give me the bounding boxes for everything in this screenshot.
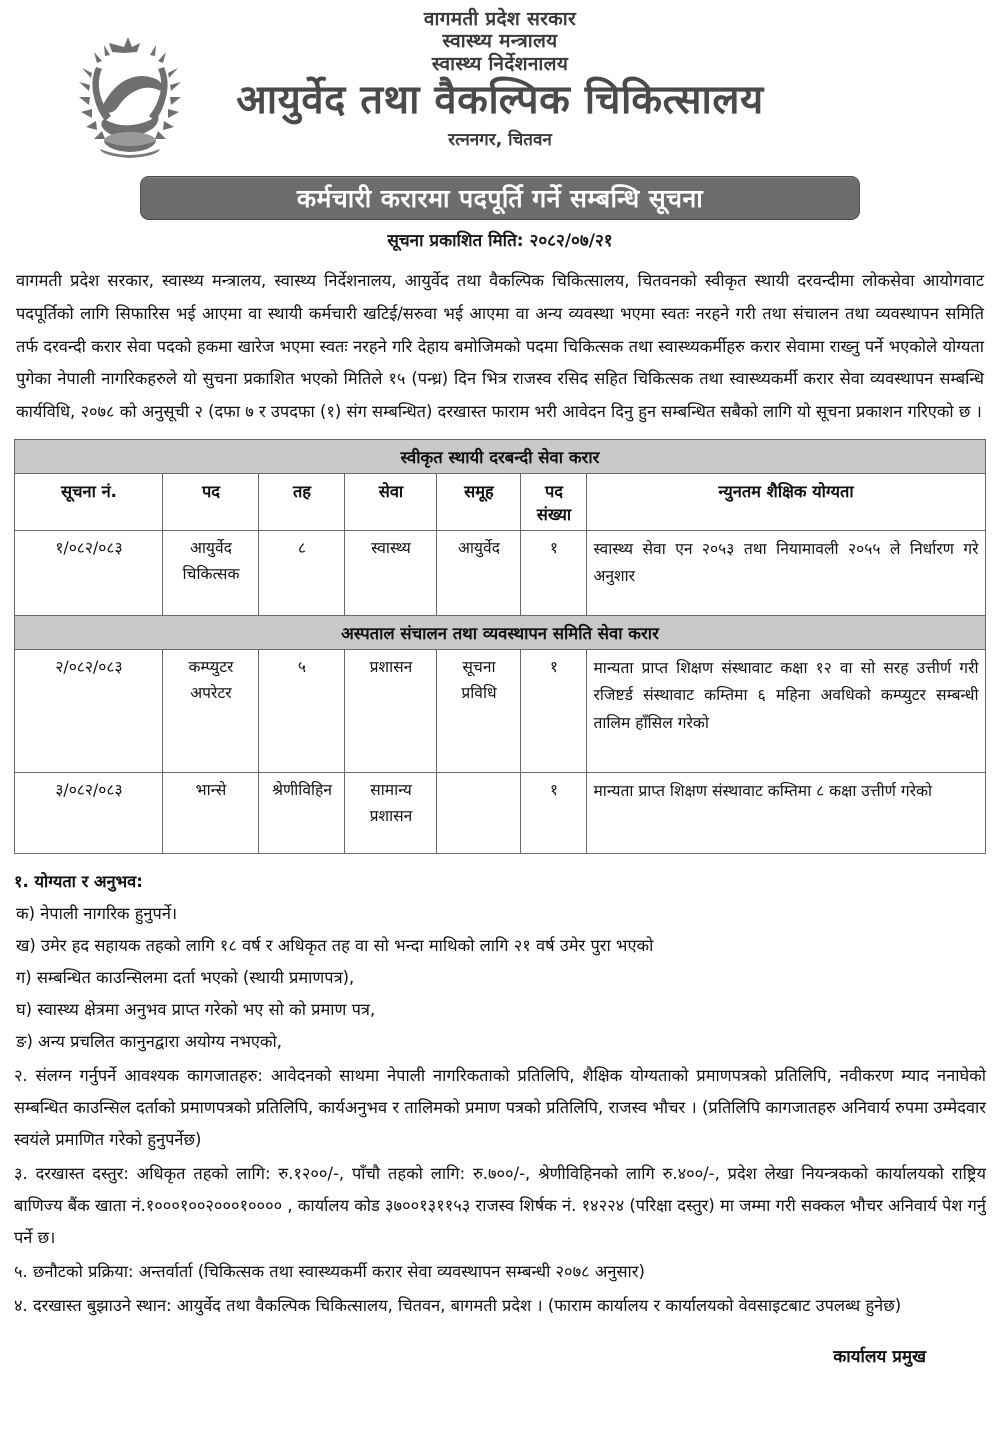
table-section-header-committee bbox=[15, 616, 985, 650]
vacancy-table bbox=[14, 439, 985, 854]
cell-notice-no: २/०८२/०८३ bbox=[15, 650, 163, 773]
org-line-directorate: स्वास्थ्य निर्देशनालय bbox=[431, 52, 569, 75]
cell-service: सामान्य प्रशासन bbox=[345, 773, 437, 854]
section-1-item-gha: घ) स्वास्थ्य क्षेत्रमा अनुभव प्राप्त गरेको भए सो को प्रमाण पत्र, bbox=[16, 1000, 376, 1019]
col-service: सेवा bbox=[345, 474, 437, 531]
col-qualification: न्युनतम शैक्षिक योग्यता bbox=[587, 474, 985, 531]
section-1-heading: १. योग्यता र अनुभव: bbox=[14, 872, 143, 892]
cell-group bbox=[437, 773, 521, 854]
col-post: पद bbox=[163, 474, 259, 531]
cell-service: प्रशासन bbox=[345, 650, 437, 773]
section-1-item-kha: ख) उमेर हद सहायक तहको लागि १८ वर्ष र अधिकृत तह वा सो भन्दा माथिको लागि २१ वर्ष उमेर पुरा भएको bbox=[16, 936, 654, 956]
cell-notice-no: १/०८२/०८३ bbox=[15, 531, 163, 616]
publication-date: सूचना प्रकाशित मिति: २०८२/०७/२१ bbox=[387, 231, 613, 251]
title-banner bbox=[140, 176, 860, 220]
cell-group: आयुर्वेद bbox=[437, 531, 521, 616]
cell-post: कम्प्युटर अपरेटर bbox=[163, 650, 259, 773]
cell-count: १ bbox=[521, 650, 587, 773]
cell-count: १ bbox=[521, 531, 587, 616]
col-post-count bbox=[521, 474, 587, 531]
col-post-count-line1: पद bbox=[544, 482, 563, 502]
cell-notice-no: ३/०८२/०८३ bbox=[15, 773, 163, 854]
cell-service: स्वास्थ्य bbox=[345, 531, 437, 616]
table-row bbox=[15, 531, 985, 616]
intro-paragraph: वागमती प्रदेश सरकार, स्वास्थ्य मन्त्रालय, स्वास्थ्य निर्देशनालय, आयुर्वेद तथा वैकल्पिक चिकित्सालय, चितवनको स्वीकृत स्थायी दरवन्दीमा लोकसेवा आयोगवाट पदपूर्तिको लागि सिफारिस भई आएमा वा स्थायी कर्मचारी खटिई/सरुवा भई आएमा वा अन्य व्यवस्था भएमा स्वतः नरहने गरी तथा संचालन तथा व्यवस्थापन समिति तर्फ दरवन्दी करार सेवा पदको हकमा खारेज भएमा स्वतः नरहने गरि देहाय बमोजिमको पदमा चिकित्सक तथा स्वास्थ्यकर्मीहरु करार सेवामा राख्नु पर्ने भएकोले योग्यता पुगेका नेपाली नागरिकहरुले यो सुचना प्रकाशित भएको मितिले १५ (पन्ध्र) दिन भित्र राजस्व रसिद सहित चिकित्सक तथा स्वास्थ्यकर्मी करार सेवा व्यवस्थापन सम्बन्धि कार्यविधि, २०७८ को अनुसूची २ (दफा ७ र उपदफा (१) संग सम्बन्धित) दरखास्त फाराम भरी आवेदन दिनु हुन सम्बन्धित सबैको लागि यो सूचना प्रकाशन गरिएको छ । bbox=[16, 271, 984, 422]
office-chief-signature: कार्यालय प्रमुख bbox=[833, 1346, 926, 1367]
cell-level: ८ bbox=[259, 531, 345, 616]
table-column-headers bbox=[15, 474, 985, 531]
cell-post: आयुर्वेद चिकित्सक bbox=[163, 531, 259, 616]
org-line-province: वागमती प्रदेश सरकार bbox=[423, 8, 577, 30]
title-banner-wrap bbox=[14, 176, 986, 220]
cell-qualification: स्वास्थ्य सेवा एन २०५३ तथा नियामावली २०५५ ले निर्धारण गरे अनुशार bbox=[587, 531, 985, 616]
col-level: तह bbox=[259, 474, 345, 531]
cell-qualification: मान्यता प्राप्त शिक्षण संस्थावाट कक्षा १२ वा सो सरह उत्तीर्ण गरी रजिष्टर्ड संस्थावाट कम्तिमा ६ महिना अवधिको कम्प्युटर सम्बन्धी तालिम हाँसिल गरेको bbox=[587, 650, 985, 773]
section-1-title: स्वीकृत स्थायी दरबन्दी सेवा करार bbox=[15, 440, 985, 474]
section-1-item-ga: ग) सम्बन्धित काउन्सिलमा दर्ता भएको (स्थायी प्रमाणपत्र), bbox=[16, 968, 355, 988]
section-1-item-ka: क) नेपाली नागरिक हुनुपर्ने। bbox=[16, 904, 178, 924]
section-4-submission-location: ४. दरखास्त बुझाउने स्थान: आयुर्वेद तथा वैकल्पिक चिकित्सालय, चितवन, बागमती प्रदेश । (फाराम कार्यालय र कार्यालयको वेवसाइटबाट उपलब्ध हुनेछ) bbox=[14, 1295, 902, 1315]
org-line-ministry: स्वास्थ्य मन्त्रालय bbox=[442, 30, 558, 53]
section-2-documents: २. संलग्न गर्नुपर्ने आवश्यक कागजातहरु: आवेदनको साथमा नेपाली नागरिकताको प्रतिलिपि, शैक्षिक योग्यताको प्रमाणपत्रको प्रतिलिपि, नवीकरण म्याद ननाघेको सम्बन्धित काउन्सिल दर्ताको प्रमाणपत्रको प्रतिलिपि, कार्यअनुभव र तालिमको प्रमाण पत्रको प्रतिलिपि, राजस्व भौचर । (प्रतिलिपि कागजातहरु अनिवार्य रुपमा उम्मेदवार स्वयंले प्रमाणित गरेको हुनुपर्नेछ) bbox=[14, 1065, 986, 1149]
table-row bbox=[15, 773, 985, 854]
table-section-header-permanent bbox=[15, 440, 985, 474]
cell-level: ५ bbox=[259, 650, 345, 773]
section-5-selection-process: ५. छनौटको प्रक्रिया: अन्तर्वार्ता (चिकित्सक तथा स्वास्थ्यकर्मी करार सेवा व्यवस्थापन सम्बन्धी २०७८ अनुसार) bbox=[14, 1261, 645, 1281]
cell-level: श्रेणीविहिन bbox=[259, 773, 345, 854]
institution-name: आयुर्वेद तथा वैकल्पिक चिकित्सालय bbox=[236, 77, 764, 124]
cell-qualification: मान्यता प्राप्त शिक्षण संस्थावाट कम्तिमा ८ कक्षा उत्तीर्ण गरेको bbox=[587, 773, 985, 854]
cell-group: सूचना प्रविधि bbox=[437, 650, 521, 773]
letterhead bbox=[14, 0, 986, 172]
table-row bbox=[15, 650, 985, 773]
col-notice-no: सूचना नं. bbox=[15, 474, 163, 531]
col-post-count-line2: संख्या bbox=[536, 505, 572, 525]
institution-place: रत्ननगर, चितवन bbox=[448, 130, 552, 151]
section-3-fees: ३. दरखास्त दस्तुर: अधिकृत तहको लागि: रु.१२००/-, पाँचौ तहको लागि: रु.७००/-, श्रेणीविहिनको लागि रु.४००/-, प्रदेश लेखा नियन्त्रकको कार्यालयको राष्ट्रिय बाणिज्य बैंक खाता नं.१०००१००२०००१०००० , कार्यालय कोड ३७००१३११५३ राजस्व शिर्षक नं. १४२२४ (परिक्षा दस्तुर) मा जम्मा गरी सक्कल भौचर अनिवार्य पेश गर्नु पर्ने छ। bbox=[14, 1163, 986, 1247]
cell-post: भान्से bbox=[163, 773, 259, 854]
notice-title: कर्मचारी करारमा पदपूर्ति गर्ने सम्बन्धि सूचना bbox=[296, 184, 704, 213]
nepal-government-emblem bbox=[66, 33, 194, 169]
section-2-title: अस्पताल संचालन तथा व्यवस्थापन समिति सेवा करार bbox=[15, 616, 985, 650]
section-1-item-nga: ङ) अन्य प्रचलित कानुनद्वारा अयोग्य नभएको, bbox=[16, 1031, 282, 1051]
notice-sections bbox=[14, 866, 986, 1367]
col-group: समूह bbox=[437, 474, 521, 531]
cell-count: १ bbox=[521, 773, 587, 854]
